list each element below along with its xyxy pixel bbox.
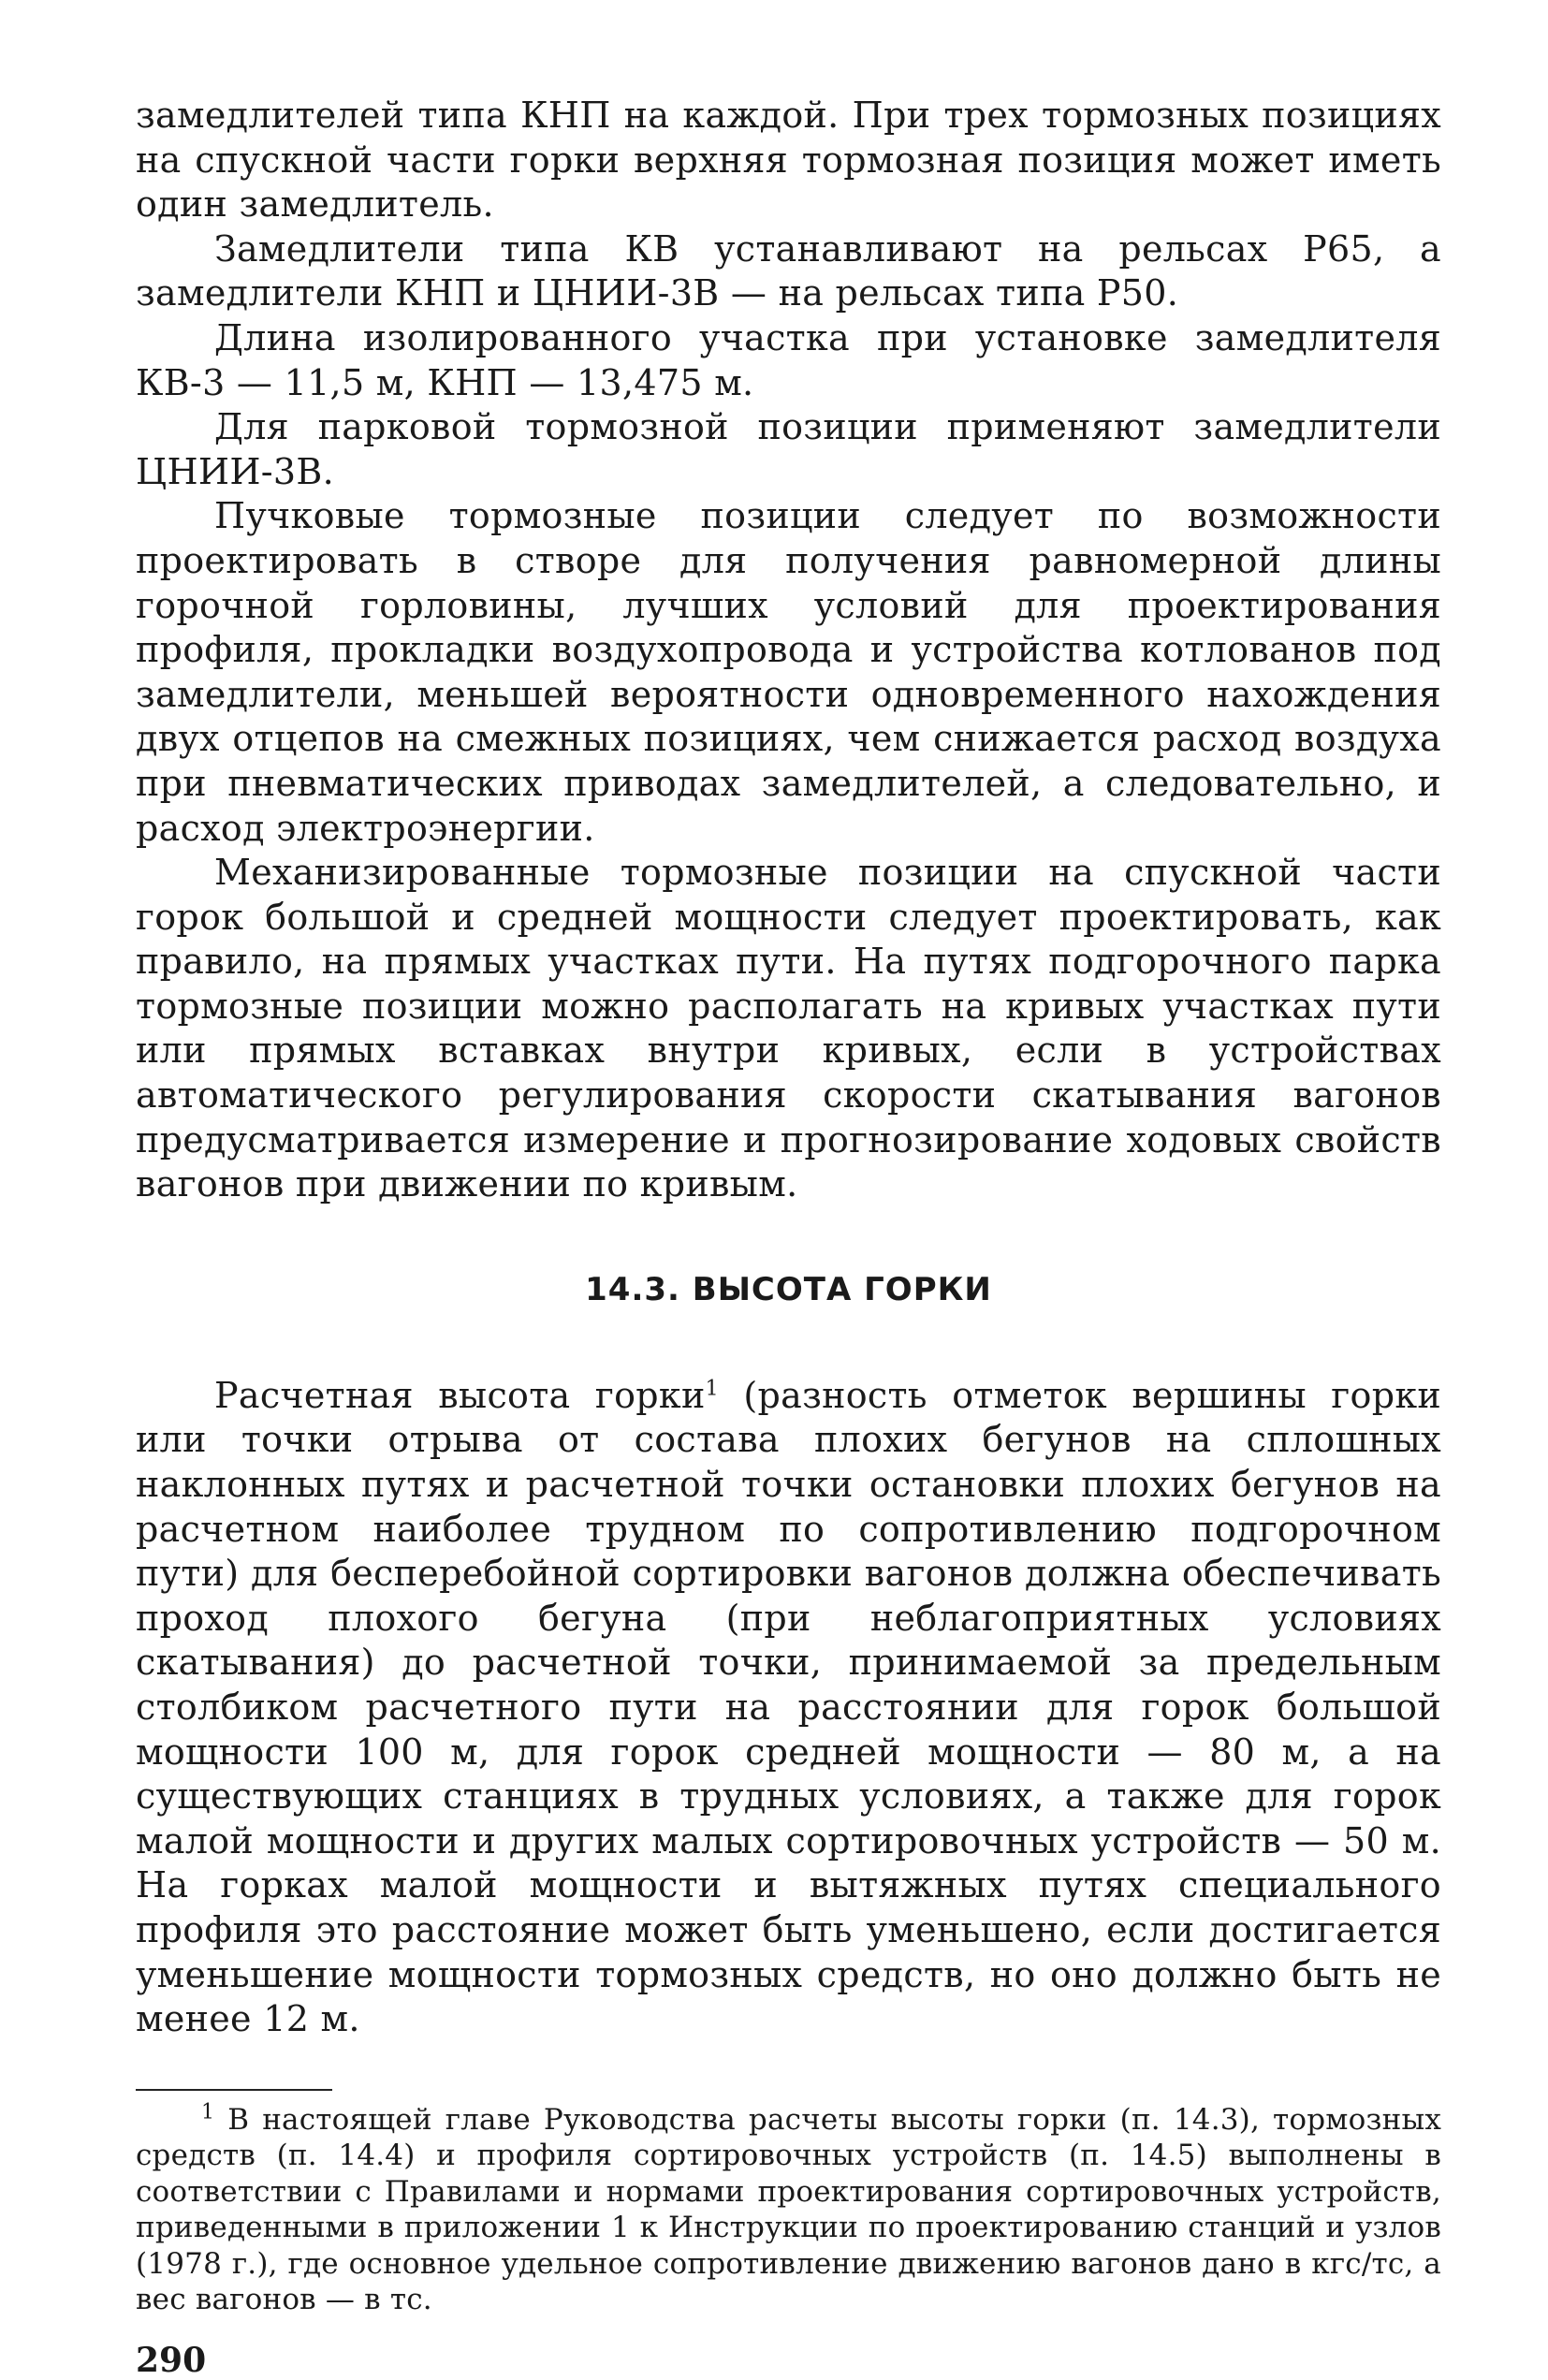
- page-number: 290: [136, 2340, 207, 2380]
- footnote-mark: 1: [201, 2100, 215, 2124]
- footnote-text: В настоящей главе Руководства расчеты высоты горки (п. 14.3), тормозных средств (п. 14.4) и профиля сортировочных устройств (п. 14.5) выполнены в соответствии с Правилами и нормами проектирования сортировочных устройств, приведенными в приложении 1 к Инструкции по проектированию станций и узлов (1978 г.), где основное удельное сопротивление движению вагонов дано в кгс/тс, а вес вагонов — в тс.: [136, 2102, 1441, 2317]
- section-heading: 14.3. ВЫСОТА ГОРКИ: [585, 1270, 992, 1308]
- paragraph-bundle-brake-positions: Пучковые тормозные позиции следует по возможности проектировать в створе для получения равномерной длины горочной горловины, лучших условий для проектирования профиля, прокладки воздухопровода и устройства котлованов под замедлители, меньшей вероятности одновременного нахождения двух отцепов на смежных позициях, чем снижается расход воздуха при пневматических приводах замедлителей, а следовательно, и расход электроэнергии.: [136, 495, 1441, 849]
- document-page: [136, 94, 1441, 2380]
- paragraph-continuation: замедлителей типа КНП на каждой. При трех тормозных позициях на спускной части горки верхняя тормозная позиция может иметь один замедлитель.: [136, 95, 1441, 226]
- hump-height-lead: Расчетная высота горки: [214, 1374, 706, 1416]
- footnote-reference[interactable]: 1: [705, 1377, 719, 1401]
- paragraph-hump-height: [136, 1374, 1441, 2042]
- paragraph-mechanized-brake-positions: Механизированные тормозные позиции на спускной части горок большой и средней мощности следует проектировать, как правило, на прямых участках пути. На путях подгорочного парка тормозные позиции можно располагать на кривых участках пути или прямых вставках внутри кривых, если в устройствах автоматического регулирования скорости скатывания вагонов предусматривается измерение и прогнозирование ходовых свойств вагонов при движении по кривым.: [136, 852, 1441, 1205]
- footnote: [136, 2102, 1441, 2318]
- footnote-separator: [136, 2089, 332, 2091]
- paragraph-park-brake-position: Для парковой тормозной позиции применяют замедлители ЦНИИ-3В.: [136, 406, 1441, 492]
- paragraph-retarders-rails: Замедлители типа КВ устанавливают на рельсах Р65, а замедлители КНП и ЦНИИ-3В — на рельсах типа Р50.: [136, 227, 1441, 314]
- hump-height-body: (разность отметок вершины горки или точки отрыва от состава плохих бегунов на сплошных наклонных путях и расчетной точки остановки плохих бегунов на расчетном наиболее трудном по сопротивлению подгорочном пути) для бесперебойной сортировки вагонов должна обеспечивать проход плохого бегуна (при неблагоприятных условиях скатывания) до расчетной точки, принимаемой за предельным столбиком расчетного пути на расстоянии для горок большой мощности 100 м, для горок средней мощности — 80 м, а на существующих станциях в трудных условиях, а также для горок малой мощности и других малых сортировочных устройств — 50 м. На горках малой мощности и вытяжных путях специального профиля это расстояние может быть уменьшено, если достигается уменьшение мощности тормозных средств, но оно должно быть не менее 12 м.: [136, 1374, 1441, 2040]
- paragraph-isolated-section-length: Длина изолированного участка при установке замедлителя КВ-3 — 11,5 м, КНП — 13,475 м.: [136, 316, 1441, 403]
